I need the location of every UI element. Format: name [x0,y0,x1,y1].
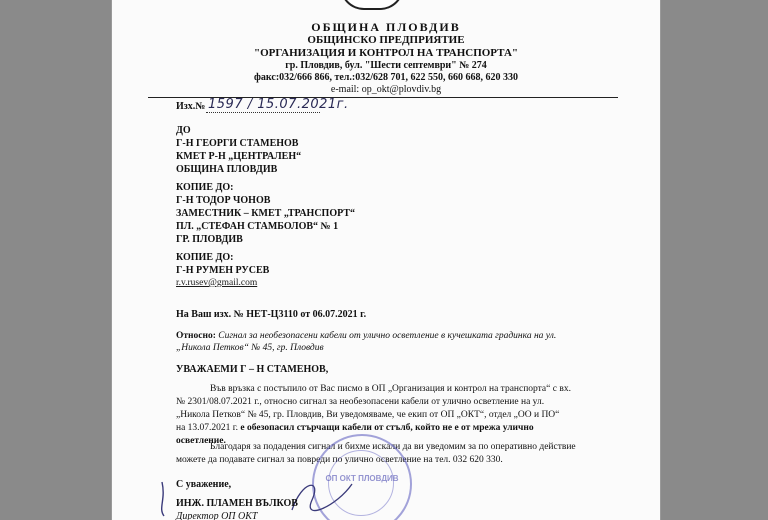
header-address: гр. Пловдив, бул. "Шести септември" № 274 [285,60,487,71]
copy1-name: Г-Н ТОДОР ЧОНОВ [176,195,271,206]
body-p1-line4-bold: е обезопасил стърчащи кабели от стълб, който не е от мрежа улично [240,423,534,433]
coat-of-arms-seal [340,0,404,10]
copy1-label: КОПИЕ ДО: [176,182,234,193]
copy2-label: КОПИЕ ДО: [176,252,234,263]
outgoing-number-label: Изх.№ [176,101,206,112]
background-right [660,0,768,520]
copy1-city: ГР. ПЛОВДИВ [176,234,243,245]
header-phones: факс:032/666 866, тел.:032/628 701, 622 550, 660 668, 620 330 [253,72,519,83]
signatory-name: ИНЖ. ПЛАМЕН ВЪЛКОВ [176,498,298,509]
stamp-text: ОП ОКТ ПЛОВДИВ [325,474,399,483]
copy1-title: ЗАМЕСТНИК – КМЕТ „ТРАНСПОРТ“ [176,208,356,219]
addressee-org: ОБЩИНА ПЛОВДИВ [176,164,278,175]
body-p1-line2: № 2301/08.07.2021 г., относно сигнал за необезопасени кабели от улично осветление на ул. [176,397,545,407]
body-p2-line2: можете да подавате сигнал за повреди по улично осветление на тел. 032 620 330. [176,455,503,465]
salutation: УВАЖАЕМИ Г – Н СТАМЕНОВ, [176,364,329,375]
header-enterprise: ОБЩИНСКО ПРЕДПРИЯТИЕ [307,34,465,46]
background-left [0,0,112,520]
body-p1-line3: „Никола Петков“ № 45, гр. Пловдив, Ви уведомяваме, че екип от ОП „ОКТ“, отдел „ОО и ПО“ [176,410,560,420]
reference-line: На Ваш изх. № НЕТ-Ц3110 от 06.07.2021 г. [176,309,367,320]
header-org-name: "ОРГАНИЗАЦИЯ И КОНТРОЛ НА ТРАНСПОРТА" [253,47,518,59]
handwritten-reference: 1597 / 15.07.2021г. [208,97,349,112]
reference-dotted-line [206,112,320,113]
body-p1-line5: осветление. [176,436,226,446]
addressee-name: Г-Н ГЕОРГИ СТАМЕНОВ [176,138,299,149]
body-p1-line1: Във връзка с постъпило от Вас писмо в ОП „Организация и контрол на транспорта“ с вх. [210,384,571,394]
header-municipality: ОБЩИНА ПЛОВДИВ [311,20,461,34]
copy1-address: ПЛ. „СТЕФАН СТАМБОЛОВ“ № 1 [176,221,339,232]
copy2-email-link[interactable]: r.v.rusev@gmail.com [176,278,258,288]
subject-text-2: „Никола Петков“ № 45, гр. Пловдив [176,343,324,353]
subject-label: Относно: [176,331,216,341]
header-email: e-mail: op_okt@plovdiv.bg [330,84,442,95]
body-p1-line4-date: на 13.07.2021 г. [176,423,241,433]
copy2-name: Г-Н РУМЕН РУСЕВ [176,265,270,276]
to-label: ДО [176,125,191,136]
subject-text-1: Сигнал за необезопасени кабели от улично осветление в кучешката градинка на ул. [218,331,557,341]
document-page [112,0,660,520]
signatory-title: Директор ОП ОКТ [176,511,258,520]
closing: С уважение, [176,479,232,490]
addressee-title: КМЕТ Р-Н „ЦЕНТРАЛЕН“ [176,151,302,162]
body-p2-line1: Благодаря за подадения сигнал и бихме искали да ви уведомим за по оперативно действие [210,442,576,452]
